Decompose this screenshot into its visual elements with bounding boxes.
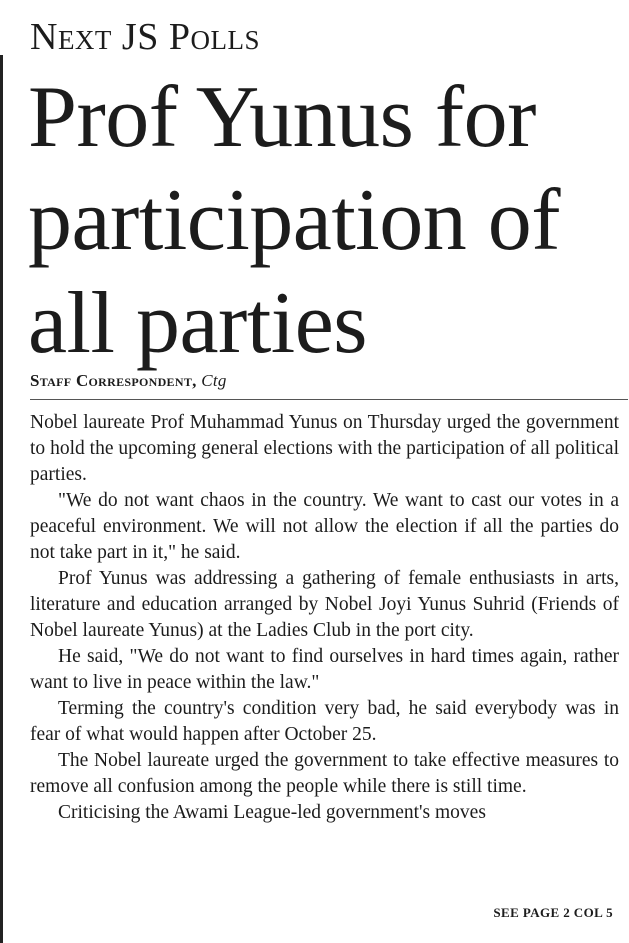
paragraph: Criticising the Awami League-led government's moves xyxy=(58,802,486,823)
column-rule xyxy=(0,55,3,943)
paragraph: Prof Yunus was addressing a gathering of female enthusiasts in arts, literature and education arranged by Nobel Joyi Yunus Suhrid (Friends of Nobel laureate Yunus) at the Ladies Club in the port city. xyxy=(30,568,619,641)
byline-divider xyxy=(30,399,628,400)
paragraph: The Nobel laureate urged the government to take effective measures to remove all confusion among the people while there is still time. xyxy=(30,750,619,797)
headline: Prof Yunus for participation of all parties xyxy=(28,69,561,372)
paragraph: Nobel laureate Prof Muhammad Yunus on Thursday urged the government to hold the upcoming general elections with the participation of all political parties. xyxy=(30,412,619,485)
paragraph: He said, "We do not want to find ourselves in hard times again, rather want to live in peace within the law." xyxy=(30,646,619,693)
article-body xyxy=(30,410,619,826)
paragraph: Terming the country's condition very bad, he said everybody was in fear of what would happen after October 25. xyxy=(30,698,619,745)
byline-location: Ctg xyxy=(201,371,227,390)
byline-name: Staff Correspondent, xyxy=(30,371,197,390)
kicker: Next JS Polls xyxy=(30,16,260,58)
paragraph: "We do not want chaos in the country. We want to cast our votes in a peaceful environment. We will not allow the election if all the parties do not take part in it," he said. xyxy=(30,490,619,563)
jump-line[interactable]: SEE PAGE 2 COL 5 xyxy=(493,905,613,920)
byline xyxy=(30,371,227,391)
